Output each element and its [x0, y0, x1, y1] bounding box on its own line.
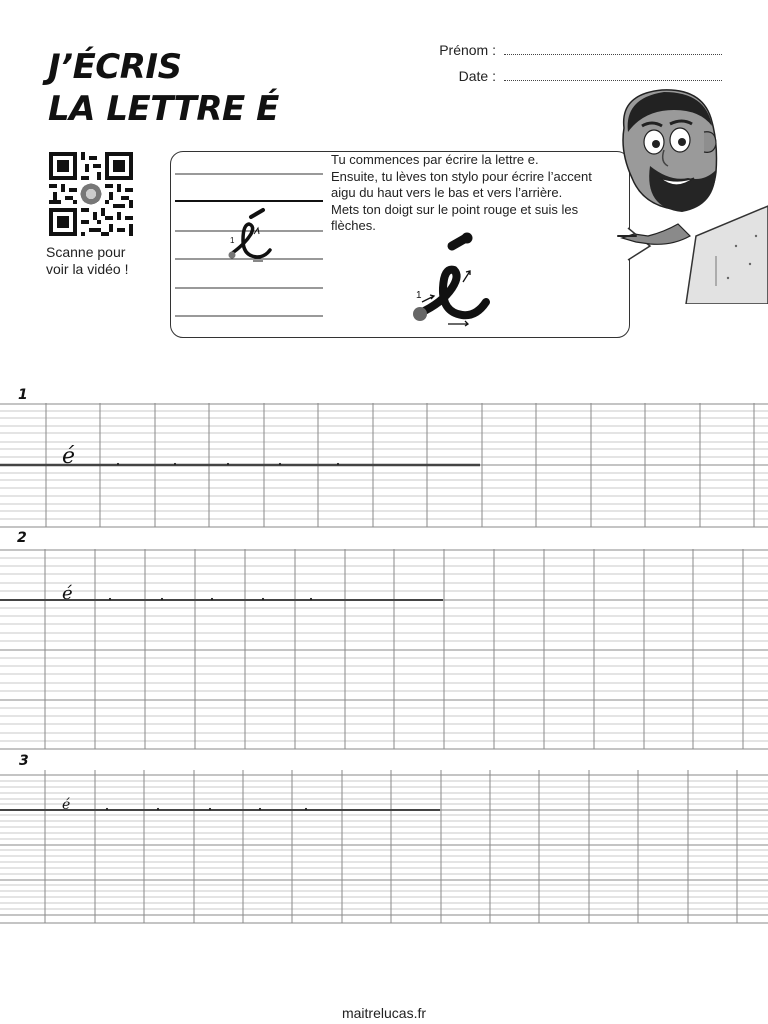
mini-stroke-number: 1 — [230, 236, 235, 245]
instructions — [331, 152, 619, 235]
title-line-1: J’ÉCRIS — [48, 47, 182, 87]
prenom-label: Prénom : — [439, 42, 496, 58]
mini-handwriting-guide — [175, 160, 325, 325]
date-field[interactable] — [432, 68, 722, 84]
exercise-number-1: 1 — [18, 387, 28, 403]
big-stroke-number: 1 — [416, 290, 422, 301]
qr-caption-line-2: voir la vidéo ! — [46, 261, 129, 277]
qr-caption-line-1: Scanne pour — [46, 244, 126, 260]
prenom-field[interactable] — [432, 42, 722, 58]
writing-grid-1[interactable] — [0, 403, 768, 529]
writing-grid-2[interactable] — [0, 549, 768, 752]
writing-grid-3[interactable] — [0, 770, 768, 925]
stroke-order-letter-e-acute — [396, 230, 506, 330]
title-line-2: LA LETTRE É — [48, 89, 279, 129]
prenom-dotted-line[interactable] — [504, 42, 722, 55]
teacher-illustration — [604, 86, 768, 304]
exercise-number-2: 2 — [17, 530, 27, 546]
model-letter: é — [62, 583, 73, 604]
date-dotted-line[interactable] — [504, 68, 722, 81]
footer-url[interactable]: maitrelucas.fr — [341, 1005, 427, 1021]
date-label: Date : — [458, 68, 496, 84]
instruction-line-1: Tu commences par écrire la lettre e. — [331, 152, 539, 167]
qr-code-icon[interactable] — [49, 152, 133, 236]
qr-caption — [46, 244, 128, 278]
page-title — [48, 46, 279, 130]
instruction-line-3: Mets ton doigt sur le point rouge et suis les flèches. — [331, 201, 579, 233]
model-letter: é — [62, 444, 76, 469]
exercise-number-3: 3 — [19, 753, 29, 769]
instruction-line-2: Ensuite, tu lèves ton stylo pour écrire l’accent aigu du haut vers le bas et vers l’arrière. — [331, 168, 592, 200]
model-letter: é — [62, 797, 71, 813]
